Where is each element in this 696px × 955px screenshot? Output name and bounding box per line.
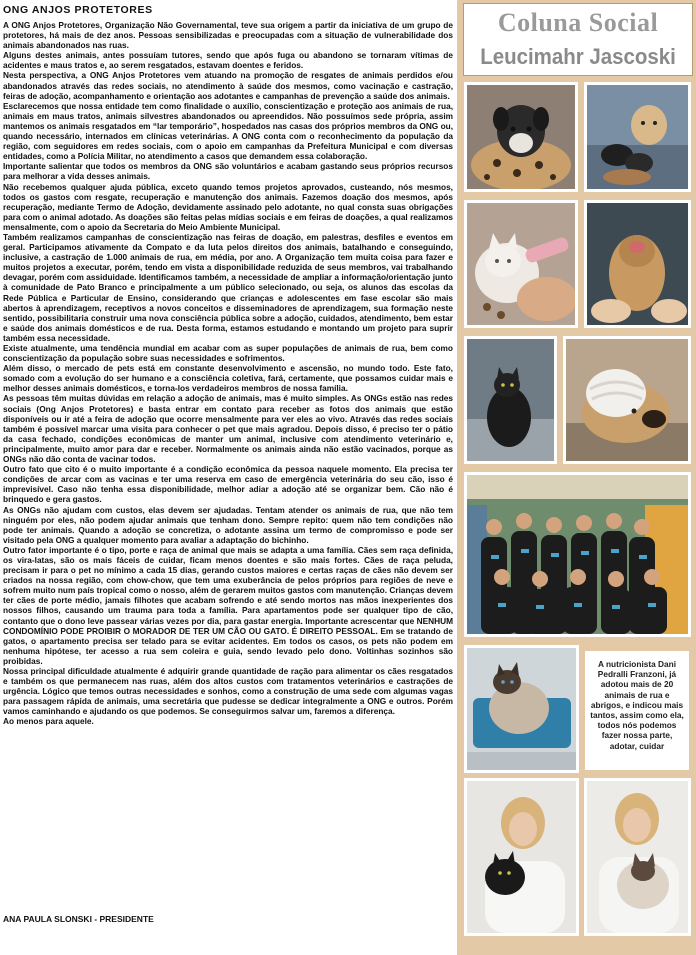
article (3, 4, 453, 727)
woman-holding-black-cat-photo (464, 778, 579, 936)
bandaged-dog-photo (563, 336, 691, 464)
cat-in-carrier-photo (464, 645, 579, 773)
newborn-puppy-photo (584, 200, 691, 328)
kitten-bottle-feeding-photo (464, 200, 578, 328)
puppies-eating-photo (584, 82, 691, 192)
column-masthead (463, 3, 693, 76)
volunteer-team-photo (464, 472, 691, 637)
puppy-in-leopard-bed-photo (464, 82, 578, 192)
column-author: Leucimahr Jascoski (480, 44, 676, 69)
article-paragraph: Alguns destes animais, antes possuíam tutores, sendo que após fuga ou abandono se tornaram vítimas de acidentes e maus tratos e, ao serem resgatados, estavam doentes e feridos. (3, 50, 453, 71)
article-paragraph: A ONG Anjos Protetores, Organização Não Governamental, teve sua origem a partir da iniciativa de um grupo de protetores, há mais de dez anos. Pessoas sensibilizadas e preocupadas com a situação de vulnerabilidade dos animais abandonados nas ruas. (3, 20, 453, 51)
photo-caption: A nutricionista Dani Pedralli Franzoni, já adotou mais de 20 animais de rua e abrigos, e indicou mais tantos, assim como ela, todos nós podemos fazer nossa parte, adotar, cuidar (585, 651, 689, 770)
woman-holding-white-cat-photo (584, 778, 691, 936)
article-title: ONG ANJOS PROTETORES (3, 4, 153, 16)
article-paragraph: Outro fato que cito é o muito importante é a condição econômica da pessoa naquele momento. Ela precisa ter condições de arcar com as vacinas e ter uma reserva em caso de emergência veterinária do seu cão, isso é imprevisível. Caso não tenha essa disponibilidade, melhor adiar a adoção até se organizar bem. Cão não é brinquedo e gera gastos. (3, 464, 453, 505)
article-paragraph: Nesta perspectiva, a ONG Anjos Protetores vem atuando na promoção de resgates de animais perdidos e/ou abandonados através das redes sociais, no atendimento à saúde dos mesmos, como vacinação e castração, feiras de adoção, acompanhamento e orientação aos adotantes e campanhas de prevenção a saúde dos animais. (3, 70, 453, 101)
article-paragraph: Importante salientar que todos os membros da ONG são voluntários e acabam gastando seus próprios recursos para melhorar a vida desses animais. (3, 161, 453, 182)
article-paragraph: Nossa principal dificuldade atualmente é adquirir grande quantidade de ração para alimentar os cães resgatados e também os que permanecem nas ruas, além dos altos custos com tratamentos veterinários e castrações de urgência. Lógico que temos outras necessidades e sonhos, como a construção de uma sede com algumas vagas para passagem rápida de animais, uma secretária que pudesse se dedicar integralmente a ONG e outros. Porém vamos caminhando e ajudando os que podemos. Se conseguirmos salvar um, faremos a diferença. (3, 666, 453, 717)
article-paragraph: Ao menos para aquele. (3, 716, 94, 727)
column-title: Coluna Social (497, 8, 659, 37)
article-paragraph: Esclarecemos que nossa entidade tem como finalidade o auxílio, conscientização e proteção aos animais de rua, animais em maus tratos, animais silvestres abandonados ou apreendidos. Não possuímos sede própria, assim mantemos os animais resgatados em “lar temporário”, hospedados nas casas dos próprios membros da ONG ou, quando necessário, internados em clínicas veterinárias. A ONG conta com o reconhecimento da população da região, com seguidores em redes sociais, com o apoio em campanhas da Prefeitura Municipal e com diversas entidades, como a Polícia Militar, no atendimento a casos que demandem essa colaboração. (3, 100, 454, 162)
article-paragraph: Também realizamos campanhas de conscientização nas feiras de doação, em palestras, desfiles e eventos em geral. Participamos ativamente da Compato e da luta pelos direitos dos animais, batalhando e conseguindo, inclusive, a castração de 1.000 animais de rua, em média, por ano. A Organização tem muita coisa para fazer e muitos projetos a executar, porém, tendo em vista a disponibilidade reduzida de seus membros, vai trabalhando devagar, porém com assiduidade. Identificamos também, a necessidade de ampliar a informação/orientação junto à comunidade de Pato Branco e principalmente a um público selecionado, ou seja, os alunos das escolas da Rede Pública e Particular de Ensino, considerando que crianças e adolescentes em fase escolar são mais abertos à aprendizagem, receptivos a novos conceitos e disseminadores de aprendizagem, sua formação neste sentido, possibilitaria construir uma nova consciência pública sobre a adoção, cuidados, atendimento, bem estar e saúde dos animais domésticos e de rua. Desta forma, estamos estudando e montando um projeto para suprir também essa necessidade. (3, 231, 453, 343)
article-paragraph: As ONGs não ajudam com custos, elas devem ser ajudadas. Tentam atender os animais de rua, que não tem ninguém por eles, não podem ajudar animais que tenham dono. Sempre repito: quem não tem condições não pode ter animais. Quando a adoção se concretiza, o adotante assina um termo de compromisso e pode ser visitado pela ONG a qualquer momento para avaliar a adaptação do bichinho. (3, 504, 453, 545)
black-cat-photo (464, 336, 557, 464)
article-paragraph: Não recebemos qualquer ajuda pública, exceto quando temos projetos aprovados, custeando, nós mesmos, todos os gastos com resgate, recuperação e manutenção dos animais. Fazemos doação dos mesmos, após recuperação, mediante Termo de Adoção, devidamente assinado pelo adotante, no qual consta suas obrigações para com o animal adotado. As doações são feitas pelas mídias sociais e em feiras de doações, a qual realizamos mensalmente, com o apoio da Secretaria do Meio Ambiente Municipal. (3, 181, 453, 232)
article-paragraph: As pessoas têm muitas dúvidas em relação a adoção de animais, mas é muito simples. As ONGs estão nas redes sociais (Ong Anjos Protetores) e basta entrar em contato para receber as fotos dos animais que estão disponíveis ou ir até a feira de adoção que ocorre mensalmente para ver eles ao vivo. Através das redes sociais também é possível marcar uma visita para conhecer o pet que mais agradou. Depois disso, é preciso ter o pátio da casa fechado, condições econômicas de manter um animal, inclusive com atendimento veterinário e, principalmente, muito amor para dar e receber. Normalmente os animais ainda não estão vacinados, porque as ONGs não dão conta de vacinar todos. (3, 393, 453, 465)
article-paragraph: Além disso, o mercado de pets está em constante desenvolvimento e ascensão, no mundo todo. Este fato, somado com a evolução do ser humano e a consciência coletiva, fará, certamente, que possamos cuidar mais e melhor desses animais domésticos, e torna-los verdadeiros membros de nossa família. (3, 363, 453, 394)
article-paragraph: Existe atualmente, uma tendência mundial em acabar com as super populações de animais de rua, bem como conscientização da população sobre suas necessidades e sofrimentos. (3, 343, 453, 364)
article-body (3, 20, 453, 727)
article-signature: ANA PAULA SLONSKI - PRESIDENTE (3, 914, 154, 924)
article-paragraph: Outro fator importante é o tipo, porte e raça de animal que mais se adapta a uma família. Cães sem raça definida, os vira-latas, são os mais fáceis de cuidar, ficam menos doentes e são mais fortes. Cães de raça peluda, precisam ir para o pet no mínimo a cada 15 dias, gerando custos maiores e certas raças de cães não devem ser criados na nossa região, com chow-chow, que tem uma exuberância de pelos próprios para regiões de neve e sofrem muito num país tropical como o nosso, além de gerarem muitos gastos com manutenção. Crianças devem ter cães de porte médio, jamais filhotes que acabam sofrendo e até sendo mortos nas mãos inexperientes dos nossos filhos, causando um trauma para toda a família. Para apartamentos pode ser qualquer tipo de cão, contanto que o dono leve passear várias vezes por dia, para gastar energia. Importante acrescentar que NENHUM CONDOMÍNIO PODE PROIBIR O MORADOR DE TER UM CÃO OU GATO. É DIREITO PESSOAL. Em se tratando de gatos, o apartamento precisa ser telado para se evitar acidentes. Em todos os casos, os pets não podem em nenhuma hipótese, ter acesso a rua sem coleira e guia, sendo levado pelo dono. Voltinhas sozinhos são proibidas. (3, 544, 453, 666)
